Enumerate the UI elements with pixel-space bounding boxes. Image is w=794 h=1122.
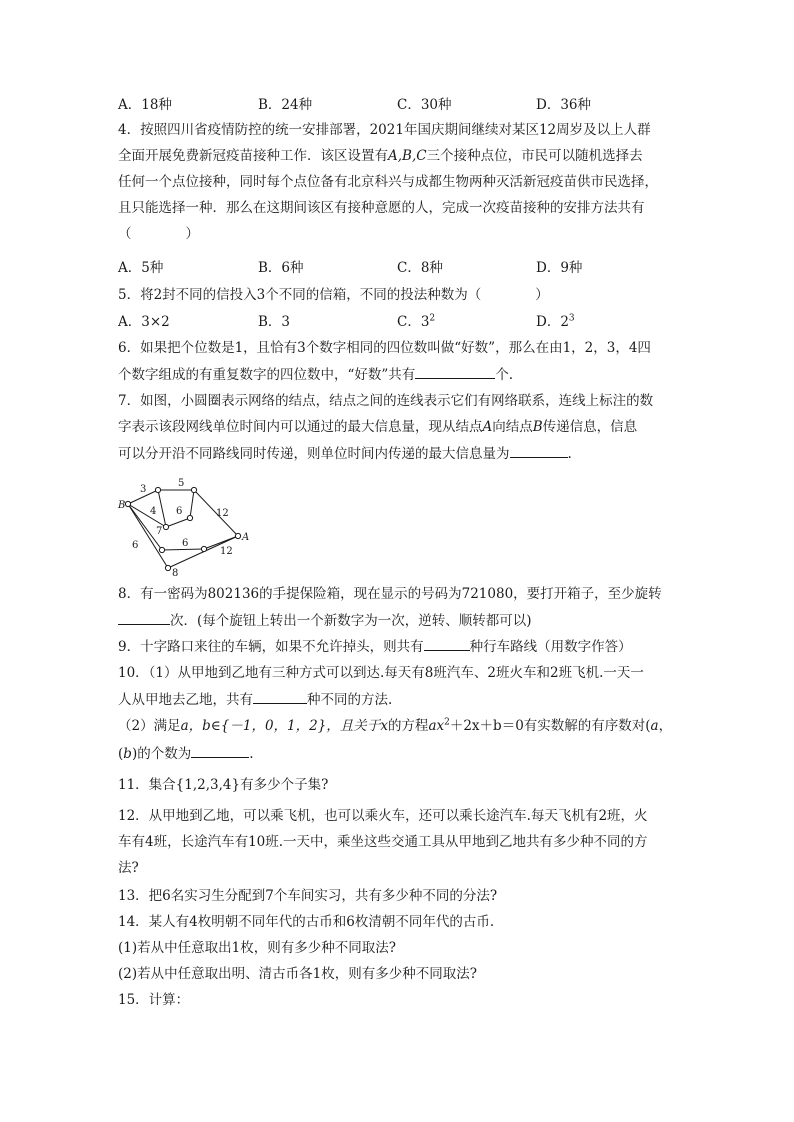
- q9-answer-blank[interactable]: [424, 636, 470, 651]
- node-low-right: [201, 546, 206, 551]
- edge-label: 6: [182, 538, 189, 549]
- node-b-label: B: [118, 500, 126, 511]
- node-bottom: [165, 565, 170, 570]
- q13-line: 13．把6名实习生分配到7个车间实习，共有多少种不同的分法?: [118, 888, 498, 904]
- q7-answer-blank[interactable]: [510, 443, 568, 458]
- q12-line-1: 12．从甲地到乙地，可以乘飞机，也可以乘火车，还可以乘长途汽车.每天飞机有2班，火: [118, 808, 648, 824]
- edge-mid-inner: [166, 518, 190, 527]
- node-top-right: [191, 487, 196, 492]
- q7-line-3: 可以分开沿不同路线同时传递，则单位时间内传递的最大信息量为 .: [118, 443, 572, 464]
- edge-label: 7: [156, 526, 163, 537]
- node-a-label: A: [242, 532, 250, 543]
- q10-line-2: 人从甲地去乙地，共有 种不同的方法.: [118, 689, 392, 710]
- q10-line-4: (b)的个数为 .: [118, 743, 254, 764]
- q10-line-1: 10．（1）从甲地到乙地有三种方式可以到达.每天有8班汽车、2班火车和2班飞机.一天一: [118, 665, 644, 681]
- node-a: [235, 533, 240, 538]
- node-b: [125, 501, 130, 506]
- edge-label: 6: [132, 540, 139, 551]
- q14-line-1: 14．某人有4枚明朝不同年代的古币和6枚清朝不同年代的古币.: [118, 914, 495, 930]
- q11-line: 11．集合{1,2,3,4}有多少个子集?: [118, 777, 329, 793]
- edge-label: 12: [220, 546, 233, 557]
- q6-answer-blank[interactable]: [415, 364, 495, 379]
- q4-option-d: D．9种: [536, 260, 583, 276]
- edge-top-mid: [158, 490, 166, 527]
- q12-line-2: 车有4班，长途汽车有10班.一天中，乘坐这些交通工具从甲地到乙地共有多少种不同的方: [118, 834, 648, 850]
- edge-label: 8: [172, 568, 179, 578]
- node-low: [159, 547, 164, 552]
- q5-option-a: A．3×2: [118, 314, 170, 330]
- q4-line-4: 且只能选择一种．那么在这期间该区有接种意愿的人，完成一次疫苗接种的安排方法共有: [118, 200, 645, 216]
- q10-line-3: （2）满足a，b∈{－1，0，1，2}，且关于x的方程$ax^2+2x+b=0$有实数解的有序数对(a，: [118, 717, 673, 734]
- node-top-left: [155, 487, 160, 492]
- q7-line-2: 字表示该段网线单位时间内可以通过的最大信息量，现从结点A向结点B传递信息，信息: [118, 419, 638, 435]
- q3-option-c: C．30种: [397, 97, 452, 113]
- edge-b-mid: [128, 504, 166, 527]
- q8-line-2: 次．(每个旋钮上转出一个新数字为一次，逆转、顺转都可以): [118, 610, 532, 631]
- q4-option-a: A．5种: [118, 260, 164, 276]
- q8-answer-blank[interactable]: [118, 610, 170, 625]
- q4-line-1: 4．按照四川省疫情防控的统一安排部署，2021年国庆期间继续对某区12周岁及以上人群: [118, 122, 651, 138]
- network-diagram: [112, 470, 262, 578]
- q5-option-d: D．$2^3$: [536, 313, 575, 330]
- edge-label: 3: [140, 484, 147, 495]
- q4-line-2: 全面开展免费新冠疫苗接种工作．该区设置有A,B,C三个接种点位，市民可以随机选择去: [118, 148, 643, 164]
- q6-line-1: 6．如果把个位数是1，且恰有3个数字相同的四位数叫做“好数”，那么在由1，2，3，4四: [118, 340, 651, 356]
- q10-part2-answer-blank[interactable]: [191, 743, 249, 758]
- q5-line-1: 5．将2封不同的信投入3个不同的信箱，不同的投法种数为（ ）: [118, 287, 549, 303]
- q7-line-1: 7．如图，小圆圈表示网络的结点，结点之间的连线表示它们有网络联系，连线上标注的数: [118, 393, 654, 409]
- q14-line-2: (1)若从中任意取出1枚，则有多少种不同取法?: [118, 940, 396, 956]
- q3-option-d: D．36种: [536, 97, 592, 113]
- edge-low-lr: [162, 549, 204, 550]
- q9-line-1: 9．十字路口来往的车辆，如果不允许掉头，则共有 种行车路线（用数字作答）: [118, 636, 632, 657]
- q4-option-c: C．8种: [397, 260, 443, 276]
- q3-option-a: A．18种: [118, 97, 172, 113]
- q4-line-3: 任何一个点位接种，同时每个点位备有北京科兴与成都生物两种灭活新冠疫苗供市民选择，: [118, 174, 658, 190]
- q5-option-b: B．3: [258, 314, 291, 330]
- q14-line-3: (2)若从中任意取出明、清古币各1枚，则有多少种不同取法?: [118, 966, 477, 982]
- node-mid: [163, 524, 168, 529]
- q12-line-3: 法?: [118, 860, 139, 876]
- edge-label: 6: [176, 506, 183, 517]
- edge-right-inner: [190, 490, 194, 518]
- edge-label: 5: [178, 478, 185, 489]
- q4-option-b: B．6种: [258, 260, 304, 276]
- edge-label: 12: [216, 508, 229, 519]
- q4-answer-bracket: （ ）: [118, 226, 199, 242]
- q15-line: 15．计算：: [118, 992, 190, 1008]
- q10-part1-answer-blank[interactable]: [253, 689, 307, 704]
- edge-label: 4: [150, 506, 157, 517]
- node-inner: [187, 515, 192, 520]
- q5-option-c: C．$3^2$: [397, 313, 436, 330]
- q6-line-2: 个数字组成的有重复数字的四位数中，“好数”共有 个.: [118, 364, 513, 385]
- q8-line-1: 8．有一密码为802136的手提保险箱，现在显示的号码为721080，要打开箱子，至少旋转: [118, 586, 662, 602]
- q3-option-b: B．24种: [258, 97, 313, 113]
